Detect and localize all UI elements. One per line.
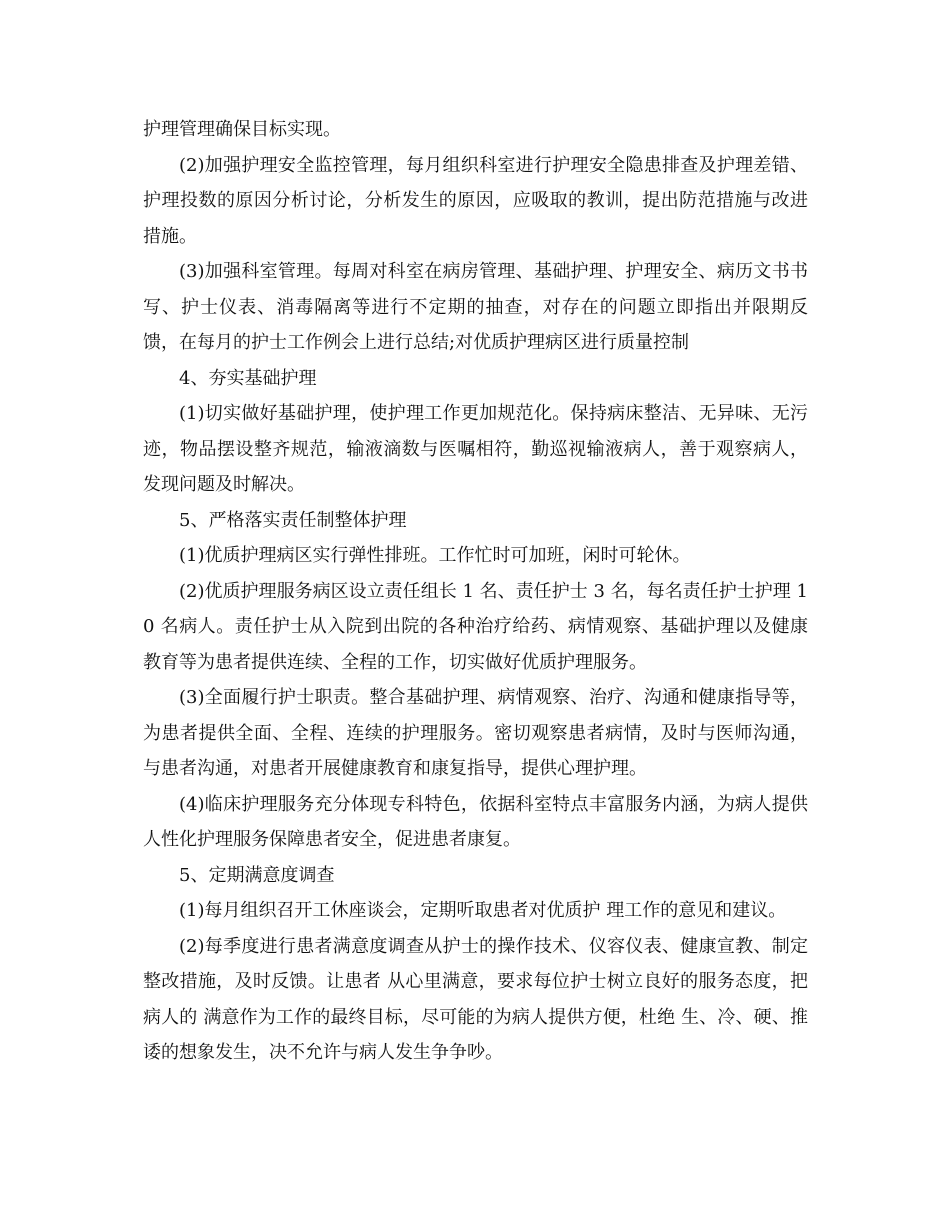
paragraph: (1)切实做好基础护理，使护理工作更加规范化。保持病床整洁、无异味、无污迹，物品摆设整齐规范，输液滴数与医嘱相符，勤巡视输液病人，善于观察病人，发现问题及时解决。 xyxy=(143,403,808,495)
paragraph: (3)加强科室管理。每周对科室在病房管理、基础护理、护理安全、病历文书书写、护士仪表、消毒隔离等进行不定期的抽查，对存在的问题立即指出并限期反馈，在每月的护士工作例会上进行总结;对优质护理病区进行质量控制 xyxy=(143,261,808,353)
paragraph: (4)临床护理服务充分体现专科特色，依据科室特点丰富服务内涵，为病人提供人性化护理服务保障患者安全，促进患者康复。 xyxy=(143,793,808,850)
paragraph: (2)优质护理服务病区设立责任组长 1 名、责任护士 3 名，每名责任护士护理 10 名病人。责任护士从入院到出院的各种治疗给药、病情观察、基础护理以及健康教育等为患者提供连续、全程的工作，切实做好优质护理服务。 xyxy=(143,580,808,673)
paragraph: (2)每季度进行患者满意度调查从护士的操作技术、仪容仪表、健康宣教、制定整改措施，及时反馈。让患者 从心里满意，要求每位护士树立良好的服务态度，把病人的 满意作为工作的最终目标，尽可能的为病人提供方便，杜绝 生、冷、硬、推诿的想象发生，决不允许与病人发生争争吵。 xyxy=(143,935,808,1063)
paragraph: (3)全面履行护士职责。整合基础护理、病情观察、治疗、沟通和健康指导等，为患者提供全面、全程、连续的护理服务。密切观察患者病情，及时与医师沟通，与患者沟通，对患者开展健康教育和康复指导，提供心理护理。 xyxy=(143,687,808,779)
paragraph: 护理管理确保目标实现。 xyxy=(143,119,341,140)
paragraph: (1)优质护理病区实行弹性排班。工作忙时可加班，闲时可轮休。 xyxy=(179,545,691,566)
paragraph: 4、夯实基础护理 xyxy=(179,367,317,389)
paragraph: 5、严格落实责任制整体护理 xyxy=(179,509,407,531)
document-body xyxy=(143,112,808,1071)
paragraph: (2)加强护理安全监控管理，每月组织科室进行护理安全隐患排查及护理差错、护理投数的原因分析讨论，分析发生的原因，应吸取的教训，提出防范措施与改进措施。 xyxy=(143,154,808,247)
paragraph: (1)每月组织召开工休座谈会，定期听取患者对优质护 理工作的意见和建议。 xyxy=(179,900,787,921)
paragraph: 5、定期满意度调查 xyxy=(179,864,335,886)
